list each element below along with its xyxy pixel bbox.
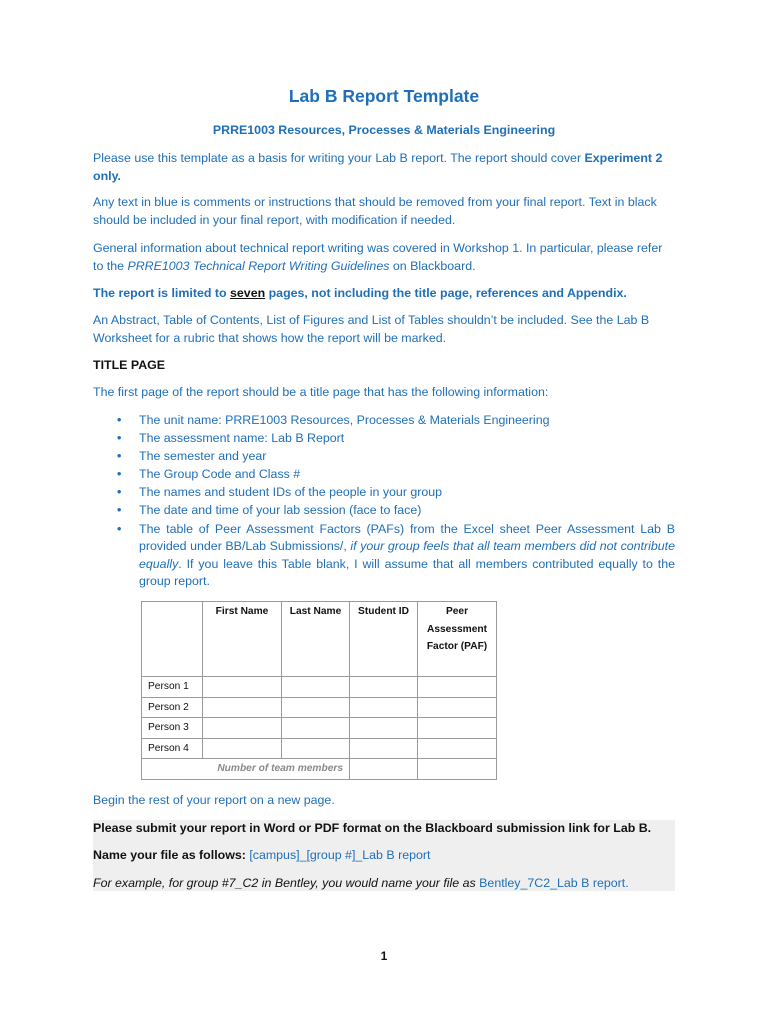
table-cell[interactable] <box>282 738 350 759</box>
filename-pattern: [campus]_[group #]_Lab B report <box>249 848 431 862</box>
text-color-note: Any text in blue is comments or instructions that should be removed from your final report. Text in black should be included in your final report, with modification if needed. <box>93 195 657 227</box>
list-item: • The unit name: PRRE1003 Resources, Processes & Materials Engineering <box>93 412 675 430</box>
title-page-heading: TITLE PAGE <box>93 358 166 372</box>
table-cell[interactable] <box>203 738 282 759</box>
table-cell[interactable] <box>203 697 282 718</box>
limit-count: seven <box>230 286 266 300</box>
row-label: Person 1 <box>142 677 203 698</box>
table-cell[interactable] <box>418 759 497 780</box>
page-limit-paragraph <box>93 285 675 303</box>
bullet-icon: • <box>117 503 122 518</box>
general-info-paragraph <box>93 240 675 275</box>
row-label: Person 4 <box>142 738 203 759</box>
bullet-icon: • <box>117 485 122 500</box>
list-item: • The assessment name: Lab B Report <box>93 430 675 448</box>
new-page-note: Begin the rest of your report on a new page. <box>93 793 335 807</box>
table-cell[interactable] <box>282 697 350 718</box>
table-cell[interactable] <box>282 677 350 698</box>
table-cell[interactable] <box>203 677 282 698</box>
example-text: For example, for group #7_C2 in Bentley, you would name your file as <box>93 876 476 890</box>
general-info-text: General information about technical report writing was covered in Workshop 1. In particular, please refer to the <box>93 241 663 273</box>
team-count-label: Number of team members <box>142 759 350 780</box>
table-footer-row <box>142 759 497 780</box>
table-cell[interactable] <box>350 738 418 759</box>
list-item-paf: • The table of Peer Assessment Factors (PAFs) from the Excel sheet Peer Assessment Lab B provided under BB/Lab Submissions/, if your group feels that all team members did not contribute equally. If you leave this Table blank, I will assume that all members contributed equally to the group report. <box>117 521 675 589</box>
table-header-cell: First Name <box>203 602 282 677</box>
title-page-bullet-list <box>93 412 675 591</box>
abstract-note: An Abstract, Table of Contents, List of Figures and List of Tables shouldn’t be included. See the Lab B Worksheet for a rubric that shows how the report will be marked. <box>93 313 650 345</box>
page-number: 1 <box>380 949 388 963</box>
list-item: • The semester and year <box>93 448 675 466</box>
paf-condition: if your group feels that all team members did not contribute equally <box>139 539 675 571</box>
document-subtitle: PRRE1003 Resources, Processes & Materials Engineering <box>212 123 556 137</box>
example-filename: Bentley_7C2_Lab B report. <box>479 876 629 890</box>
table-header-cell: Student ID <box>350 602 418 677</box>
table-cell[interactable] <box>418 738 497 759</box>
list-item: • The Group Code and Class # <box>93 466 675 484</box>
table-header-cell: Peer Assessment Factor (PAF) <box>418 602 497 677</box>
table-cell[interactable] <box>350 677 418 698</box>
bullet-icon: • <box>117 431 122 446</box>
document-title: Lab B Report Template <box>288 86 480 106</box>
paf-table <box>141 601 497 780</box>
table-cell[interactable] <box>418 697 497 718</box>
table-cell[interactable] <box>418 677 497 698</box>
guidelines-reference: PRRE1003 Technical Report Writing Guidelines <box>127 258 390 273</box>
table-header-cell: Last Name <box>282 602 350 677</box>
bullet-icon: • <box>117 413 122 427</box>
title-page-intro: The first page of the report should be a title page that has the following information: <box>93 385 549 399</box>
table-cell[interactable] <box>418 718 497 739</box>
row-label: Person 2 <box>142 697 203 718</box>
intro-paragraph <box>93 150 675 185</box>
limit-text: The report is limited to <box>93 286 227 300</box>
list-item: • The date and time of your lab session (face to face) <box>93 502 675 520</box>
table-cell[interactable] <box>203 718 282 739</box>
bullet-icon: • <box>117 467 122 482</box>
intro-emphasis: Experiment 2 only. <box>93 151 663 183</box>
limit-suffix: pages, not including the title page, references and Appendix. <box>268 286 627 300</box>
bullet-icon: • <box>117 449 122 464</box>
table-row <box>142 697 497 718</box>
table-row <box>142 738 497 759</box>
table-row <box>142 677 497 698</box>
row-label: Person 3 <box>142 718 203 739</box>
table-cell[interactable] <box>350 697 418 718</box>
bullet-icon: • <box>117 521 122 536</box>
team-count-cell[interactable] <box>350 759 418 780</box>
filename-label: Name your file as follows: <box>93 848 246 862</box>
intro-text: Please use this template as a basis for writing your Lab B report. The report should cover <box>93 151 582 165</box>
table-row <box>142 718 497 739</box>
filename-paragraph <box>93 847 675 865</box>
table-cell[interactable] <box>350 718 418 739</box>
table-cell[interactable] <box>282 718 350 739</box>
general-info-suffix: on Blackboard. <box>392 258 476 273</box>
table-header-cell <box>142 602 203 677</box>
example-paragraph <box>93 875 675 893</box>
submit-note: Please submit your report in Word or PDF format on the Blackboard submission link for Lab B. <box>93 821 652 835</box>
list-item: • The names and student IDs of the people in your group <box>93 484 675 502</box>
